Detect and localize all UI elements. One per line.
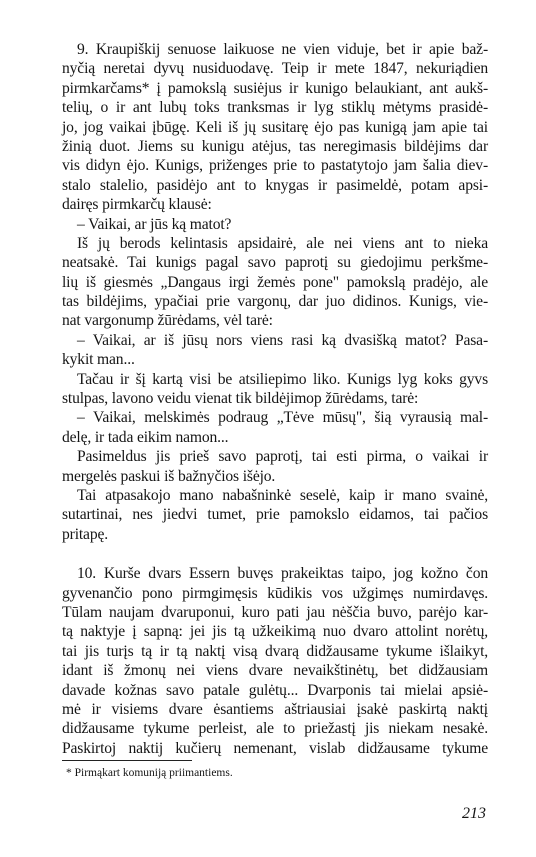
text-line: Iš jų berods kelintasis apsidairė, ale nei viens ant to nieka	[77, 234, 488, 252]
text-line: Tūlam naujam dvaruponui, kuro pati jau nėščia buvo, parėjo kar-	[62, 603, 488, 621]
text-line: delę, ir tada eikim namon...	[62, 428, 229, 446]
text-line: dairęs pirmkarčų klausė:	[62, 196, 212, 214]
text-line: – Vaikai, melskimės podraug „Tėve mūsų", šią vyrausią mal-	[77, 409, 488, 427]
text-line: nat vargonump žūrėdams, vėl tarė:	[62, 312, 273, 330]
text-line: pirmkarčams* į pamokslą susiėjus ir kunigo belaukiant, ant aukš-	[62, 79, 488, 97]
text-line: mė ir visiems dvare ėsantiems aštriausiai įsakė paskirtą naktį	[62, 700, 488, 718]
text-line: gyvenančio pono pirmgimęsis kūdikis vos užgimęs numirdavęs.	[62, 584, 488, 602]
text-line: – Vaikai, ar iš jūsų nors viens rasi ką dvasišką matot? Pasa-	[77, 331, 488, 349]
text-line: stalo stalelio, pasidėjo ant to knygas ir pasimeldė, potam apsi-	[62, 176, 488, 194]
text-line: 10. Kurše dvars Essern buvęs prakeiktas taipo, jog kožno čon	[77, 565, 488, 583]
text-line: mergelės paskui iš bažnyčios išėjo.	[62, 467, 276, 485]
text-line: idant iš žmonų nei viens dvare nevaikštinėtų, bet didžausiam	[62, 662, 488, 680]
body-text	[62, 40, 488, 758]
text-line: davade kožnas savo patale gulėtų... Dvarponis tai mielai apsiė-	[62, 681, 488, 699]
footnote: * Pirmąkart komuniją priimantiems.	[66, 767, 233, 779]
text-line: nyčią neretai dyvų nusiduodavę. Teip ir mete 1847, nekuriądien	[62, 60, 488, 78]
text-line: tai jis turįs tą ir tą naktį visą dvarą didžausame tykume išlaikyt,	[62, 642, 488, 660]
text-line: Tai atpasakojo mano nabašninkė seselė, kaip ir mano svainė,	[77, 486, 488, 504]
text-line: vis didyn ėjo. Kunigs, priženges prie to pastatytojo jam šalia diev-	[62, 157, 488, 175]
text-line: didžausame tykume perleist, ale to priežastį jis niekam nesakė.	[62, 720, 488, 738]
section-gap	[62, 544, 488, 564]
text-line: kykit man...	[62, 351, 135, 369]
text-line: tą naktyje į sapną: jei jis tą užkeikimą nuo dvaro attolint norėtų,	[62, 623, 488, 641]
text-line: lių iš giesmės „Dangaus irgi žemės pone" pamokslą pradėjo, ale	[62, 273, 488, 291]
text-line: Tačau ir šį kartą visi be atsiliepimo liko. Kunigs lyg koks gyvs	[77, 370, 488, 388]
text-line: Pasimeldus jis prieš savo paprotį, tai esti pirma, o vaikai ir	[77, 448, 488, 466]
text-line: 9. Kraupiškij senuose laikuose ne vien viduje, bet ir apie baž-	[77, 41, 488, 58]
text-line: žinią duot. Jiems su kunigu atėjus, tas neregimasis bildėjims dar	[62, 137, 488, 155]
text-line: sutartinai, nes jiedvi tumet, prie pamokslo eidamos, tai pačios	[62, 506, 488, 524]
text-line: telių, o ir ant lubų toks tranksmas ir lyg stiklų mėtyms prasidė-	[62, 99, 488, 117]
text-line: stulpas, lavono veidu vienat tik bildėjimop žūrėdams, tarė:	[62, 390, 419, 408]
footnote-divider	[62, 760, 192, 761]
text-line: pritapę.	[62, 525, 108, 543]
text-line: tas bildėjims, ypačiai prie vargonų, dar juo didinos. Kunigs, vie-	[62, 293, 488, 311]
text-line: Paskirtoj naktij kučierų nemenant, vislab didžausame tykume	[62, 739, 488, 757]
text-line: – Vaikai, ar jūs ką matot?	[77, 215, 232, 233]
page-number: 213	[462, 805, 486, 822]
text-line: jo, jog vaikai įbūgę. Keli iš jų susitarę ėjo pas kunigą jam apie tai	[62, 118, 488, 136]
text-line: neatsakė. Tai kunigs pagal savo paprotį su giedojimu perkšme-	[62, 254, 488, 272]
